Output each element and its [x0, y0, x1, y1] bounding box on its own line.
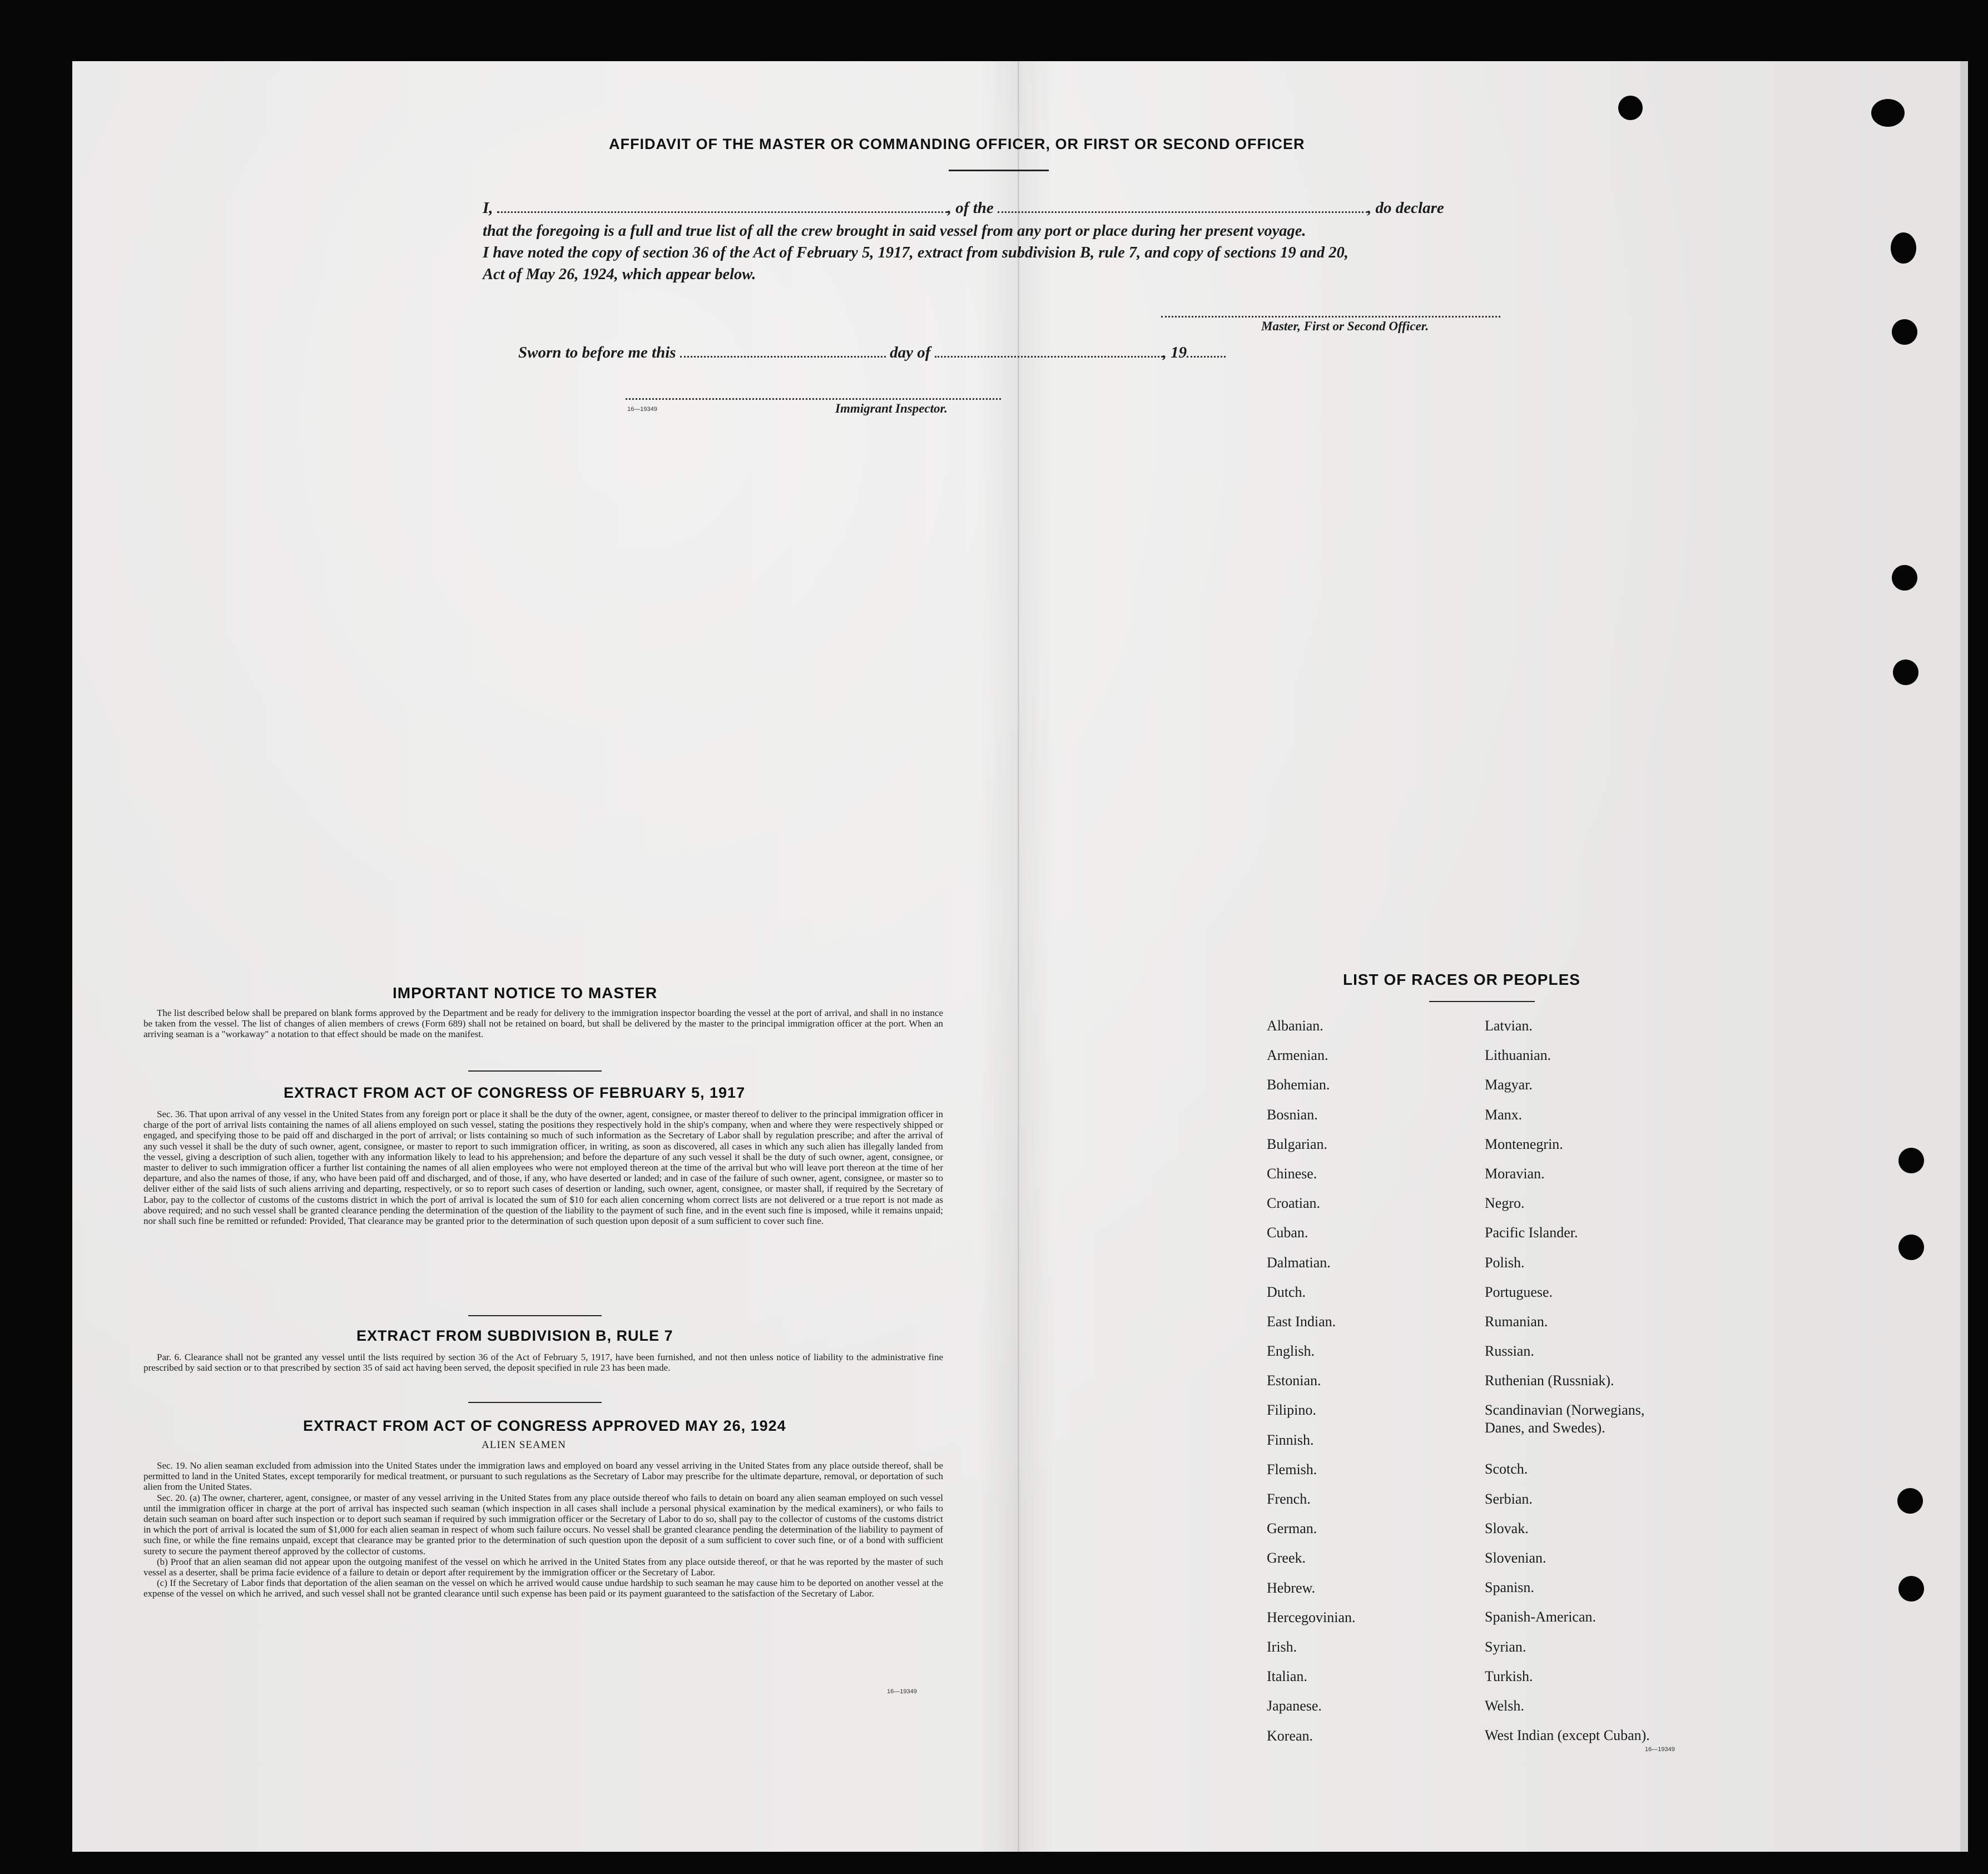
race-item: Portuguese. — [1485, 1283, 1553, 1300]
race-item: Turkish. — [1485, 1668, 1533, 1684]
race-item: Armenian. — [1267, 1047, 1328, 1064]
affidavit-title: AFFIDAVIT OF THE MASTER OR COMMANDING OFFICER, OR FIRST OR SECOND OFFICER — [609, 136, 1305, 152]
races-column-2 — [1485, 1011, 1650, 1750]
race-item: Slovak. — [1485, 1520, 1529, 1536]
punch-hole — [1898, 1235, 1924, 1260]
declaration-line-3: I have noted the copy of section 36 of the Act of February 5, 1917, extract from subdivision B, rule 7, and copy of sections 19 and 20, — [483, 244, 1349, 261]
extract-1924-body — [143, 1460, 943, 1599]
declaration-line-4: Act of May 26, 1924, which appear below. — [483, 266, 756, 283]
race-item: German. — [1267, 1520, 1317, 1537]
race-item: Cuban. — [1267, 1224, 1308, 1241]
inspector-signature-line[interactable] — [626, 398, 1001, 400]
race-item: Hebrew. — [1267, 1579, 1316, 1596]
page-fold — [1018, 61, 1019, 1852]
sworn-line — [518, 344, 1226, 362]
race-item: Negro. — [1485, 1195, 1525, 1212]
race-item: French. — [1267, 1491, 1311, 1507]
race-item: Italian. — [1267, 1668, 1307, 1685]
race-item: Russian. — [1485, 1343, 1534, 1360]
races-form-number: 16—19349 — [1645, 1746, 1675, 1753]
race-item: East Indian. — [1267, 1313, 1336, 1330]
race-item: Finnish. — [1267, 1431, 1314, 1448]
race-item: Japanese. — [1267, 1698, 1322, 1714]
race-item: Flemish. — [1267, 1461, 1317, 1478]
race-item: Dalmatian. — [1267, 1254, 1331, 1271]
declaration-i: I, — [483, 199, 493, 217]
extract-1924-title: EXTRACT FROM ACT OF CONGRESS APPROVED MAY 26, 1924 — [303, 1417, 786, 1434]
punch-hole — [1892, 319, 1917, 345]
master-label: Master, First or Second Officer. — [1261, 319, 1429, 333]
sworn-month-blank[interactable] — [935, 356, 1163, 358]
notice-body — [143, 1008, 943, 1040]
punch-hole — [1897, 1488, 1923, 1514]
race-item: Lithuanian. — [1485, 1047, 1551, 1064]
race-item: West Indian (except Cuban). — [1485, 1727, 1650, 1744]
title-rule — [949, 170, 1049, 171]
rule-7-body — [143, 1352, 943, 1373]
punch-hole — [1871, 99, 1905, 127]
race-item: Ruthenian (Russniak). — [1485, 1372, 1614, 1389]
race-item: Croatian. — [1267, 1195, 1321, 1212]
punch-hole — [1893, 660, 1918, 685]
affidavit-form-number: 16—19349 — [627, 406, 657, 413]
section-rule — [468, 1070, 602, 1072]
race-item: Pacific Islander. — [1485, 1224, 1578, 1241]
inspector-label: Immigrant Inspector. — [835, 401, 948, 415]
extract-1917-title: EXTRACT FROM ACT OF CONGRESS OF FEBRUARY 5, 1917 — [284, 1084, 746, 1101]
sec-19-paragraph: Sec. 19. No alien seaman excluded from admission into the United States under the immigration laws and employed on board any vessel arriving in the United States from any place outside thereof, shall be permitted to land in the United States, except temporarily for medical treatment, or pursuant to such regulations as the Secretary of Labor may prescribe for the ultimate departure, removal, or deportation of such alien from the United States. — [143, 1460, 943, 1493]
section-36-paragraph: Sec. 36. That upon arrival of any vessel in the United States from any foreign port or place it shall be the duty of the owner, agent, consignee, or master thereof to deliver to the principal immigration officer in charge of the port of arrival lists containing the names of all aliens employed on such vessel, stating the positions they respectively hold in the ship's company, when and where they were respectively shipped or engaged, and specifying those to be paid off and discharged in the port of arrival; or lists containing so much of such information as the Secretary of Labor shall by regulation prescribe; and after the arrival of any such vessel it shall be the duty of such owner, agent, consignee, or master to report to such immigration officer, in writing, as soon as discovered, all cases in which any such alien has illegally landed from the vessel, giving a description of such alien, together with any information likely to lead to his apprehension; and before the departure of any such vessel it shall be the duty of such owner, agent, consignee, or master to deliver to such immigration officer a further list containing the names of all alien employees who were not employed thereon at the time of the arrival but who will leave port thereon at the time of her departure, and also the names of those, if any, who have been paid off and discharged, and of those, if any, who have deserted or landed; and in case of the failure of such owner, agent, consignee, or master so to deliver either of the said lists of such aliens arriving and departing, respectively, or so to report such cases of desertion or landing, such owner, agent, consignee, or master shall, if required by the Secretary of Labor, pay to the collector of customs of the customs district in which the port of arrival is located the sum of $10 for each alien concerning whom correct lists are not delivered or a true report is not made as above required; and no such vessel shall be granted clearance pending the determination of the question of the liability to the payment of such fine, and in the event such fine is imposed, while it remains unpaid; nor shall such fine be remitted or refunded: Provided, That clearance may be granted prior to the determination of such question upon deposit of a sum sufficient to cover such fine. — [143, 1109, 943, 1227]
race-item: Manx. — [1485, 1106, 1523, 1123]
rule-7-title: EXTRACT FROM SUBDIVISION B, RULE 7 — [356, 1327, 673, 1344]
section-rule — [468, 1402, 602, 1403]
name-blank[interactable] — [497, 211, 948, 213]
race-item: Scandinavian (Norwegians, — [1485, 1402, 1645, 1419]
section-rule — [468, 1315, 602, 1316]
race-item: Syrian. — [1485, 1638, 1526, 1655]
race-item: Moravian. — [1485, 1165, 1545, 1182]
par-6-paragraph: Par. 6. Clearance shall not be granted any vessel until the lists required by section 36 of the Act of February 5, 1917, have been furnished, and not then unless notice of liability to the administrative fine prescribed by said section or to that prescribed by section 35 of said act having been served, the deposit specified in rule 23 has been made. — [143, 1352, 943, 1374]
punch-hole — [1618, 96, 1643, 120]
sworn-year-prefix: , 19 — [1162, 344, 1187, 361]
race-item: Spanish-American. — [1485, 1609, 1597, 1625]
races-title-rule — [1429, 1001, 1535, 1002]
declaration-line-2: that the foregoing is a full and true list of all the crew brought in said vessel from any port or place during her present voyage. — [483, 222, 1306, 240]
race-item: Serbian. — [1485, 1490, 1533, 1507]
race-item: Scotch. — [1485, 1461, 1528, 1478]
race-item: English. — [1267, 1343, 1315, 1360]
race-item: Magyar. — [1485, 1077, 1533, 1093]
race-item: Latvian. — [1485, 1018, 1533, 1034]
race-item: Estonian. — [1267, 1372, 1321, 1389]
race-item: Bohemian. — [1267, 1077, 1330, 1093]
race-item: Filipino. — [1267, 1402, 1316, 1419]
race-item: Montenegrin. — [1485, 1136, 1563, 1152]
punch-hole — [1891, 232, 1916, 264]
race-item: Welsh. — [1485, 1697, 1524, 1714]
declaration-of-the: , of the — [947, 199, 994, 217]
declaration-line-1 — [483, 199, 1520, 217]
race-item: Greek. — [1267, 1550, 1306, 1566]
declaration-do-declare: , do declare — [1367, 199, 1444, 217]
race-item: Spanisn. — [1485, 1579, 1534, 1596]
race-item: Slovenian. — [1485, 1550, 1546, 1566]
race-item: Polish. — [1485, 1254, 1525, 1271]
master-signature-line[interactable] — [1161, 316, 1500, 318]
races-column-1 — [1267, 1011, 1356, 1751]
sheet-edge — [1960, 61, 1968, 1852]
race-item: Chinese. — [1267, 1165, 1317, 1182]
alien-seamen-subtitle: ALIEN SEAMEN — [482, 1439, 566, 1451]
sworn-day-blank[interactable] — [680, 356, 886, 358]
sworn-year-blank[interactable] — [1187, 356, 1226, 358]
sec-20c-paragraph: (c) If the Secretary of Labor finds that deportation of the alien seaman on the vessel on which he arrived would cause undue hardship to such seaman he may cause him to be deported on another vessel at the expense of the vessel on which he arrived, and such vessel shall not be granted clearance until such expense has been paid or its payment guaranteed to the satisfaction of the Secretary of Labor. — [143, 1578, 943, 1599]
extract-1917-body — [143, 1109, 943, 1226]
vessel-blank[interactable] — [998, 211, 1367, 213]
race-item: Albanian. — [1267, 1018, 1323, 1034]
race-item: Hercegovinian. — [1267, 1609, 1356, 1625]
race-item: Dutch. — [1267, 1283, 1306, 1300]
race-item: Korean. — [1267, 1727, 1313, 1744]
punch-hole — [1898, 1576, 1924, 1602]
sec-20b-paragraph: (b) Proof that an alien seaman did not appear upon the outgoing manifest of the vessel on which he arrived in the United States from any place outside thereof, or that he was reported by the master of such vessel as a deserter, shall be prima facie evidence of a failure to detain or deport after requirement by the immigration officer or the Secretary of Labor. — [143, 1556, 943, 1578]
sworn-text: Sworn to before me this — [518, 344, 676, 361]
punch-hole — [1898, 1148, 1924, 1173]
sworn-day-of: day of — [890, 344, 931, 361]
sec-20a-paragraph: Sec. 20. (a) The owner, charterer, agent, consignee, or master of any vessel arriving in the United States from any place outside thereof who fails to detain on board any alien seaman employed on such vessel until the immigration officer in charge at the port of arrival has inspected such seaman (which inspection in all cases shall include a personal physical examination by the medical examiners), or who fails to detain such seaman on board after such inspection or to deport such seaman if required by such immigration officer or the Secretary of Labor to do so, shall pay to the collector of customs of the customs district in which the port of arrival is located the sum of $1,000 for each alien seaman in respect of whom such failure occurs. No vessel shall be granted clearance pending the determination of the liability to payment of such fine, or while the fine remains unpaid, except that clearance may be granted prior to the determination of such question upon the deposit of a sum sufficient to cover such fine, or of a bond with sufficient surety to secure the payment thereof approved by the collector of customs. — [143, 1492, 943, 1556]
extract-form-number: 16—19349 — [887, 1688, 917, 1695]
race-item: Danes, and Swedes). — [1485, 1420, 1605, 1436]
notice-paragraph: The list described below shall be prepared on blank forms approved by the Department and be ready for delivery to the immigration inspector boarding the vessel at the port of arrival, and shall in no instance be taken from the vessel. The list of changes of alien members of crews (Form 689) shall not be retained on board, but shall be delivered by the master to the principal immigration officer at the port. When an arriving seaman is a "workaway" a notation to that effect should be made on the manifest. — [143, 1008, 943, 1040]
race-item: Rumanian. — [1485, 1313, 1548, 1330]
notice-title: IMPORTANT NOTICE TO MASTER — [393, 984, 658, 1002]
race-item: Bulgarian. — [1267, 1136, 1328, 1152]
race-item: Irish. — [1267, 1638, 1297, 1655]
race-item: Bosnian. — [1267, 1106, 1318, 1123]
races-title: LIST OF RACES OR PEOPLES — [1343, 971, 1580, 988]
punch-hole — [1892, 565, 1917, 591]
